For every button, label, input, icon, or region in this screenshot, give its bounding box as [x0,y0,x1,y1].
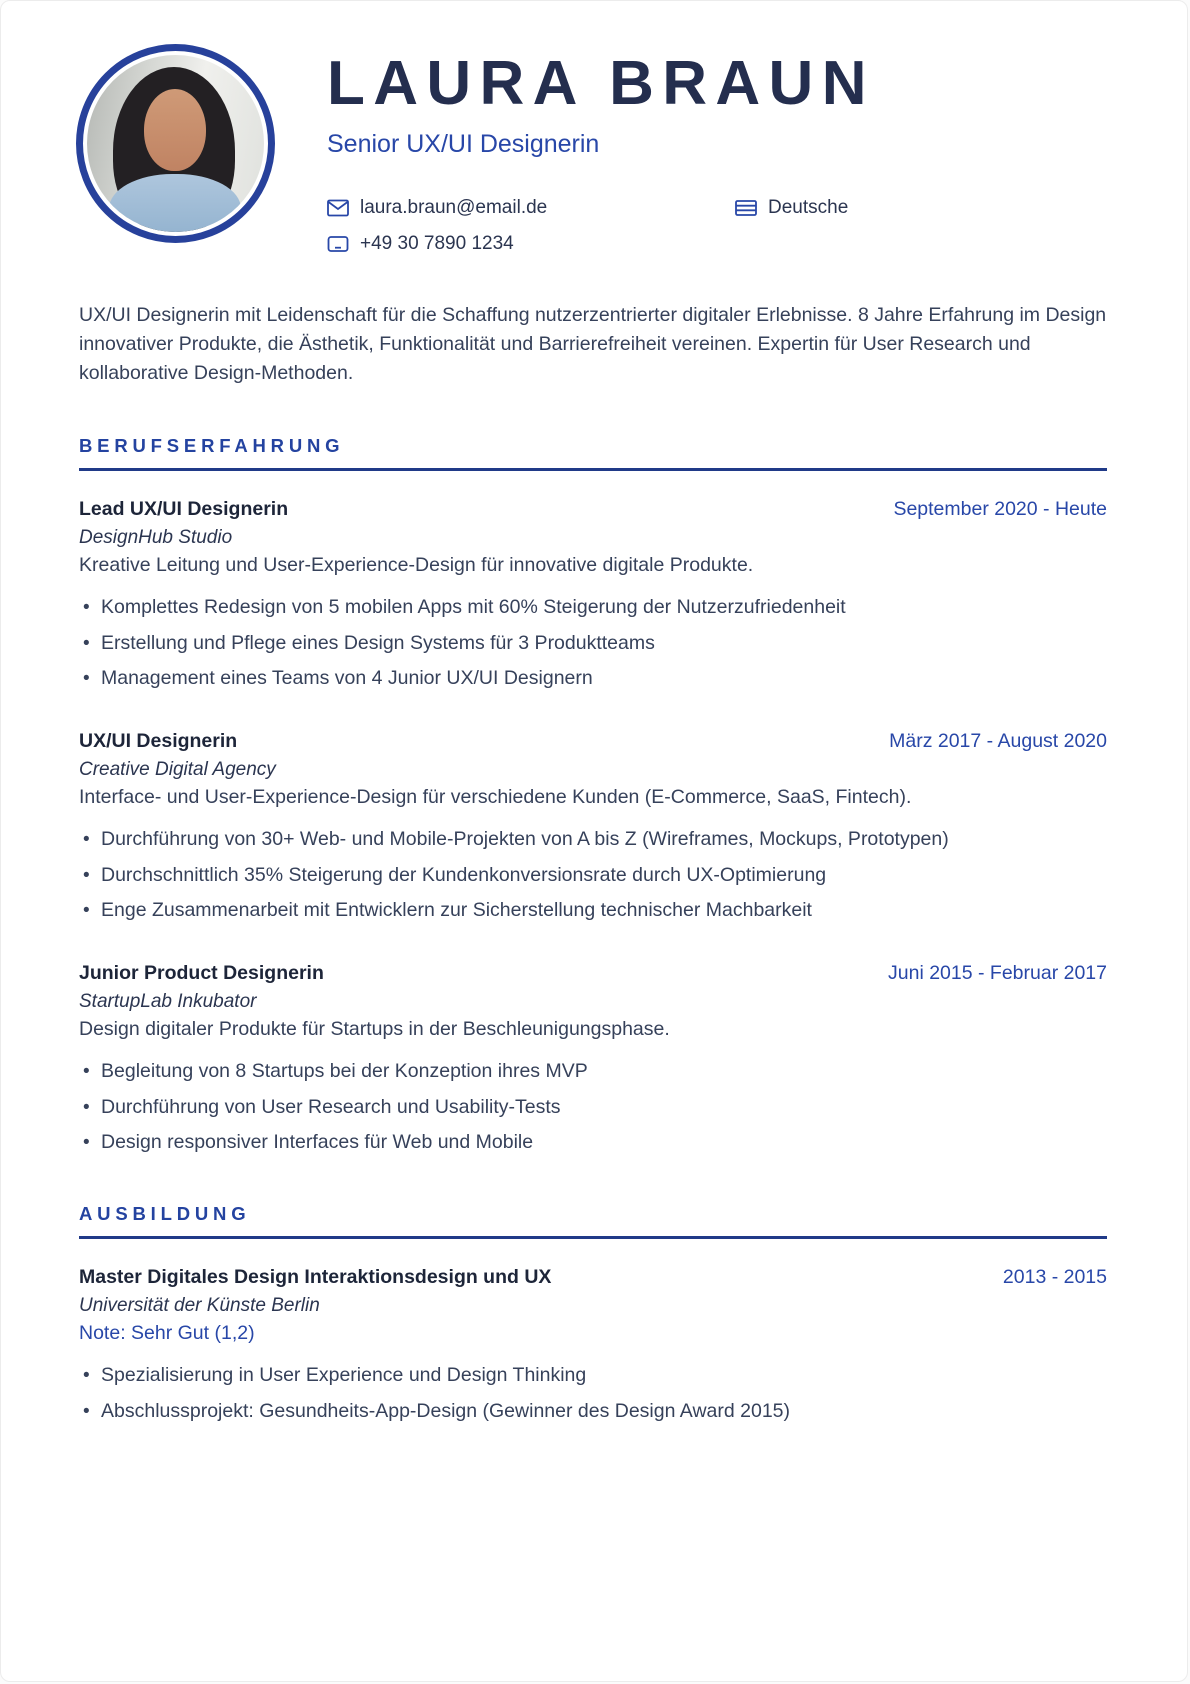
education-entry-grade: Note: Sehr Gut (1,2) [79,1322,255,1345]
profile-summary: UX/UI Designerin mit Leidenschaft für die Schaffung nutzerzentrierter digitaler Erlebnisse. 8 Jahre Erfahrung im Design innovativer Produkte, die Ästhetik, Funktionalität und Barrierefreiheit vereinen. Expertin für User Research und kollaborative Design-Methoden. [79,304,1107,385]
contact-phone [327,233,735,255]
section-education [79,1203,1107,1425]
bullet-item: • Durchführung von User Research und Usability-Tests [79,1094,1107,1121]
section-divider [79,1236,1107,1239]
envelope-icon [327,199,349,217]
section-divider [79,468,1107,471]
flag-icon [735,199,757,217]
profile-photo-image [87,55,264,232]
person-name: LAURA BRAUN [327,49,875,118]
photo-shirt-shape [109,174,241,232]
bullet-item: • Enge Zusammenarbeit mit Entwicklern zur Sicherstellung technischer Machbarkeit [79,897,1107,924]
header-info [327,44,1107,262]
experience-entry [79,962,1107,1156]
job-entry-company: StartupLab Inkubator [79,991,257,1013]
nationality-text: Deutsche [768,197,849,219]
bullet-item: • Durchführung von 30+ Web- und Mobile-Projekten von A bis Z (Wireframes, Mockups, Prototypen) [79,826,1107,853]
education-entry-bullets [79,1362,1107,1425]
education-entry [79,1266,1107,1425]
experience-entry [79,730,1107,924]
job-entry-title: UX/UI Designerin [79,730,238,753]
bullet-item: • Spezialisierung in User Experience und Design Thinking [79,1362,1107,1389]
phone-text: +49 30 7890 1234 [360,233,514,255]
job-entry-company: Creative Digital Agency [79,759,276,781]
job-entry-description: Kreative Leitung und User-Experience-Design für innovative digitale Produkte. [79,554,754,577]
bullet-item: • Begleitung von 8 Startups bei der Konzeption ihres MVP [79,1058,1107,1085]
job-title: Senior UX/UI Designerin [327,130,600,159]
job-entry-title: Junior Product Designerin [79,962,324,985]
job-entry-dates: Juni 2015 - Februar 2017 [888,962,1107,985]
bullet-item: • Komplettes Redesign von 5 mobilen Apps mit 60% Steigerung der Nutzerzufriedenheit [79,594,1107,621]
bullet-item: • Abschlussprojekt: Gesundheits-App-Design (Gewinner des Design Award 2015) [79,1398,1107,1425]
bullet-item: • Management eines Teams von 4 Junior UX/UI Designern [79,665,1107,692]
job-entry-description: Interface- und User-Experience-Design für verschiedene Kunden (E-Commerce, SaaS, Fintech). [79,786,912,809]
job-entry-dates: September 2020 - Heute [893,498,1107,521]
bullet-item: • Design responsiver Interfaces für Web und Mobile [79,1129,1107,1156]
contact-block [327,190,1107,262]
bullet-item: • Durchschnittlich 35% Steigerung der Kundenkonversionsrate durch UX-Optimierung [79,862,1107,889]
job-entry-dates: März 2017 - August 2020 [889,730,1107,753]
contact-email [327,197,735,219]
education-entry-dates: 2013 - 2015 [1002,1266,1107,1289]
profile-photo [76,44,275,243]
photo-face-shape [144,89,206,171]
job-entry-description: Design digitaler Produkte für Startups in der Beschleunigungsphase. [79,1018,670,1041]
job-entry-bullets [79,1058,1107,1156]
section-heading-experience: BERUFSERFAHRUNG [79,435,345,457]
contact-nationality [735,197,1107,219]
job-entry-bullets [79,594,1107,692]
section-heading-education: AUSBILDUNG [79,1203,251,1225]
section-experience [79,435,1107,1156]
job-entry-bullets [79,826,1107,924]
header [1,1,1187,262]
education-entry-school: Universität der Künste Berlin [79,1295,320,1317]
experience-entry [79,498,1107,692]
job-entry-title: Lead UX/UI Designerin [79,498,289,521]
email-text: laura.braun@email.de [360,197,548,219]
phone-icon [327,235,349,253]
education-entry-title: Master Digitales Design Interaktionsdesign und UX [79,1266,552,1289]
job-entry-company: DesignHub Studio [79,527,233,549]
bullet-item: • Erstellung und Pflege eines Design Systems für 3 Produktteams [79,630,1107,657]
